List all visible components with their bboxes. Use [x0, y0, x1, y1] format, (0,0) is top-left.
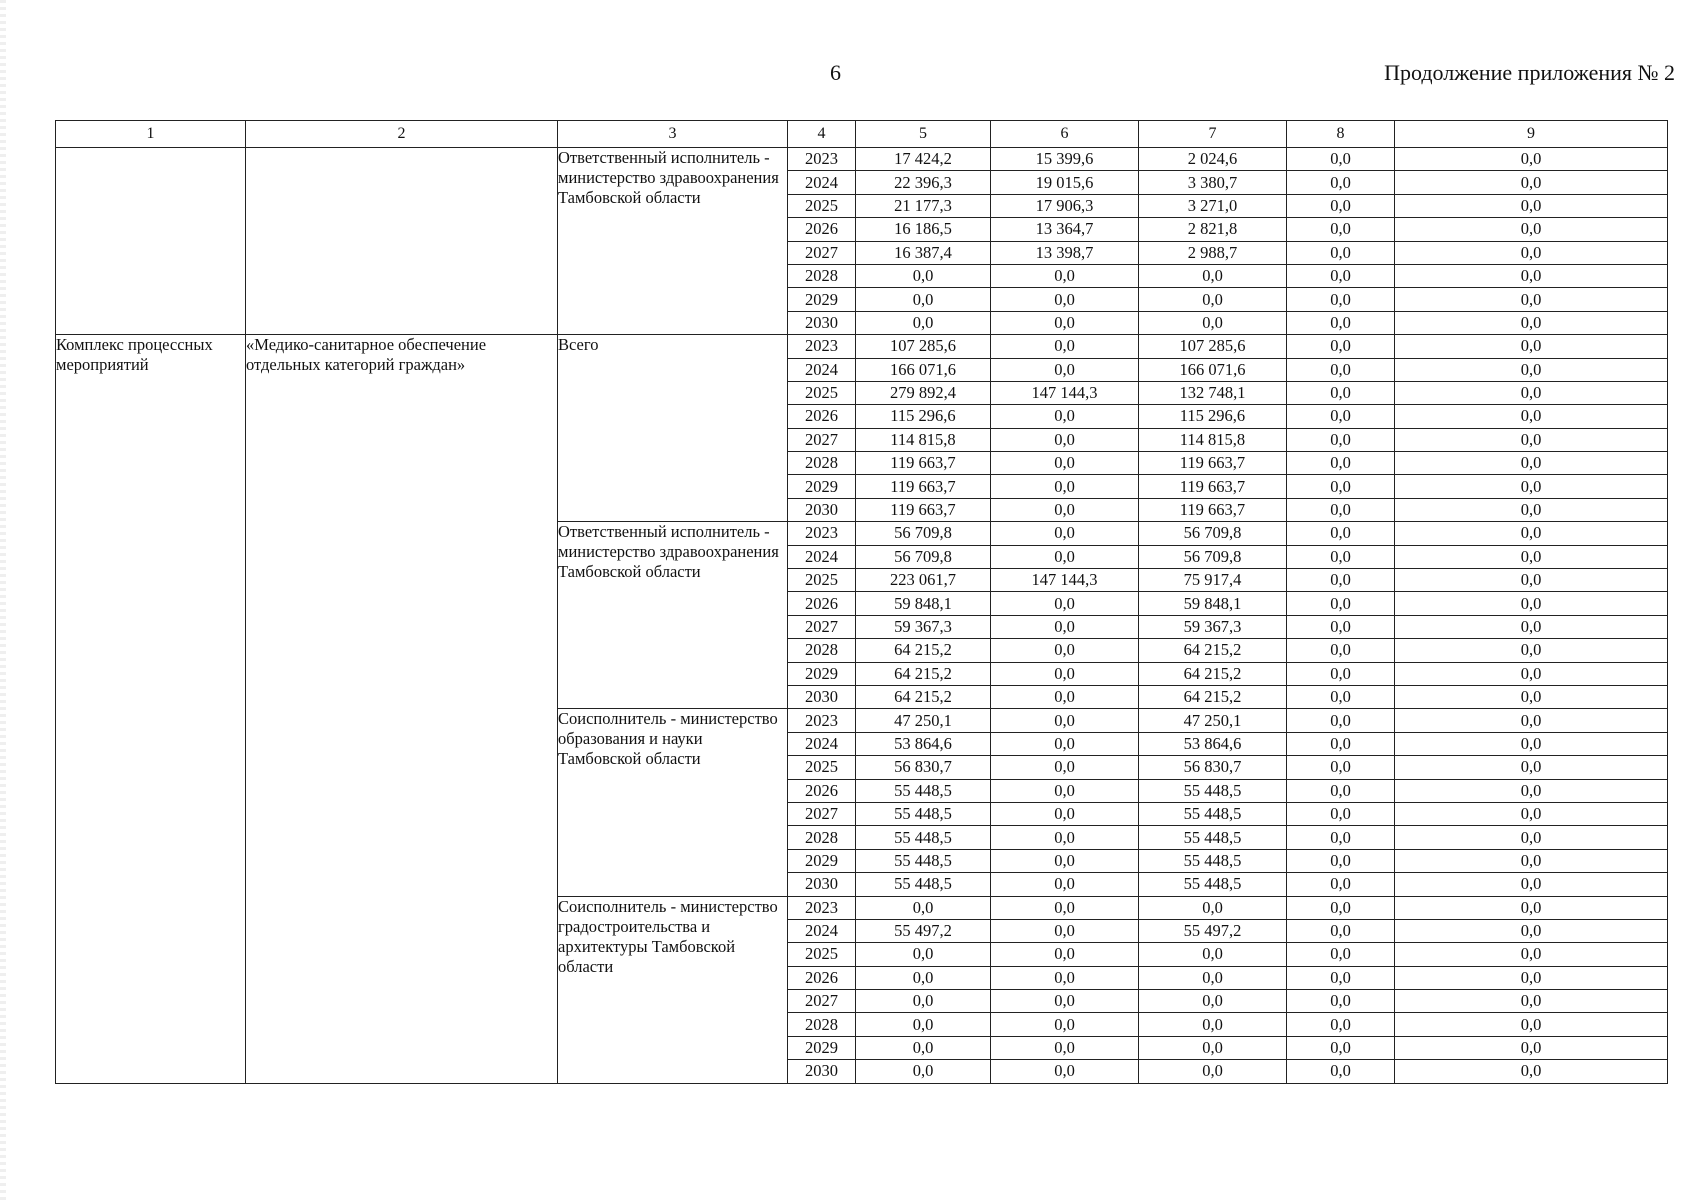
year-cell: 2026	[788, 405, 856, 428]
year-cell: 2029	[788, 849, 856, 872]
year-cell: 2025	[788, 194, 856, 217]
amount-cell: 0,0	[1287, 639, 1395, 662]
amount-cell: 0,0	[991, 990, 1139, 1013]
column-header: 5	[856, 121, 991, 148]
year-cell: 2030	[788, 873, 856, 896]
year-cell: 2027	[788, 615, 856, 638]
event-type-cell	[56, 148, 246, 335]
amount-cell: 0,0	[1287, 1036, 1395, 1059]
amount-cell: 3 380,7	[1139, 171, 1287, 194]
amount-cell: 0,0	[1395, 288, 1668, 311]
year-cell: 2026	[788, 779, 856, 802]
year-cell: 2023	[788, 148, 856, 171]
year-cell: 2024	[788, 919, 856, 942]
amount-cell: 55 448,5	[1139, 779, 1287, 802]
year-cell: 2030	[788, 498, 856, 521]
amount-cell: 0,0	[991, 732, 1139, 755]
amount-cell: 56 709,8	[1139, 545, 1287, 568]
amount-cell: 0,0	[1287, 802, 1395, 825]
amount-cell: 0,0	[991, 405, 1139, 428]
year-cell: 2024	[788, 545, 856, 568]
executor-cell: Ответственный исполнитель - министерство здравоохранения Тамбовской области	[558, 522, 788, 709]
amount-cell: 0,0	[1287, 148, 1395, 171]
amount-cell: 0,0	[991, 358, 1139, 381]
year-cell: 2029	[788, 475, 856, 498]
amount-cell: 0,0	[1287, 779, 1395, 802]
amount-cell: 13 364,7	[991, 218, 1139, 241]
amount-cell: 119 663,7	[1139, 498, 1287, 521]
amount-cell: 0,0	[1395, 381, 1668, 404]
amount-cell: 2 821,8	[1139, 218, 1287, 241]
amount-cell: 0,0	[1287, 873, 1395, 896]
amount-cell: 119 663,7	[856, 475, 991, 498]
column-header: 4	[788, 121, 856, 148]
amount-cell: 55 448,5	[856, 802, 991, 825]
table-row	[56, 148, 1668, 171]
amount-cell: 0,0	[1287, 264, 1395, 287]
year-cell: 2029	[788, 1036, 856, 1059]
amount-cell: 55 448,5	[856, 779, 991, 802]
amount-cell: 0,0	[991, 685, 1139, 708]
amount-cell: 119 663,7	[856, 452, 991, 475]
amount-cell: 0,0	[1395, 896, 1668, 919]
year-cell: 2024	[788, 171, 856, 194]
amount-cell: 147 144,3	[991, 381, 1139, 404]
amount-cell: 147 144,3	[991, 569, 1139, 592]
amount-cell: 0,0	[1287, 358, 1395, 381]
page-number: 6	[830, 60, 841, 85]
amount-cell: 22 396,3	[856, 171, 991, 194]
amount-cell: 55 497,2	[856, 919, 991, 942]
amount-cell: 0,0	[1287, 171, 1395, 194]
amount-cell: 19 015,6	[991, 171, 1139, 194]
amount-cell: 0,0	[856, 288, 991, 311]
amount-cell: 0,0	[1287, 475, 1395, 498]
amount-cell: 0,0	[991, 545, 1139, 568]
amount-cell: 0,0	[991, 1060, 1139, 1083]
amount-cell: 0,0	[1287, 569, 1395, 592]
amount-cell: 0,0	[1287, 943, 1395, 966]
amount-cell: 64 215,2	[856, 685, 991, 708]
amount-cell: 166 071,6	[856, 358, 991, 381]
amount-cell: 0,0	[1395, 990, 1668, 1013]
year-cell: 2028	[788, 264, 856, 287]
amount-cell: 0,0	[856, 943, 991, 966]
amount-cell: 114 815,8	[1139, 428, 1287, 451]
year-cell: 2023	[788, 709, 856, 732]
amount-cell: 0,0	[1395, 943, 1668, 966]
year-cell: 2027	[788, 990, 856, 1013]
amount-cell: 0,0	[991, 896, 1139, 919]
amount-cell: 0,0	[856, 990, 991, 1013]
amount-cell: 0,0	[1395, 1036, 1668, 1059]
amount-cell: 0,0	[856, 311, 991, 334]
year-cell: 2028	[788, 1013, 856, 1036]
amount-cell: 55 448,5	[856, 873, 991, 896]
amount-cell: 59 848,1	[856, 592, 991, 615]
amount-cell: 0,0	[991, 802, 1139, 825]
amount-cell: 56 709,8	[856, 522, 991, 545]
amount-cell: 0,0	[1395, 685, 1668, 708]
amount-cell: 0,0	[1395, 428, 1668, 451]
amount-cell: 0,0	[1287, 826, 1395, 849]
amount-cell: 223 061,7	[856, 569, 991, 592]
year-cell: 2028	[788, 639, 856, 662]
amount-cell: 0,0	[1287, 452, 1395, 475]
column-header: 6	[991, 121, 1139, 148]
amount-cell: 107 285,6	[1139, 335, 1287, 358]
amount-cell: 0,0	[1395, 569, 1668, 592]
amount-cell: 0,0	[991, 452, 1139, 475]
event-type-cell: Комплекс процессных мероприятий	[56, 335, 246, 1084]
year-cell: 2028	[788, 826, 856, 849]
amount-cell: 0,0	[1139, 896, 1287, 919]
amount-cell: 0,0	[1139, 1036, 1287, 1059]
year-cell: 2030	[788, 685, 856, 708]
amount-cell: 0,0	[856, 1013, 991, 1036]
amount-cell: 0,0	[1287, 896, 1395, 919]
amount-cell: 115 296,6	[856, 405, 991, 428]
amount-cell: 0,0	[1395, 873, 1668, 896]
amount-cell: 0,0	[1287, 615, 1395, 638]
amount-cell: 0,0	[1395, 218, 1668, 241]
amount-cell: 0,0	[1287, 592, 1395, 615]
amount-cell: 0,0	[1287, 335, 1395, 358]
year-cell: 2029	[788, 662, 856, 685]
year-cell: 2027	[788, 241, 856, 264]
scan-edge-artifact	[0, 0, 6, 1200]
amount-cell: 15 399,6	[991, 148, 1139, 171]
year-cell: 2028	[788, 452, 856, 475]
amount-cell: 0,0	[856, 966, 991, 989]
amount-cell: 0,0	[991, 498, 1139, 521]
amount-cell: 0,0	[1395, 405, 1668, 428]
column-header: 9	[1395, 121, 1668, 148]
amount-cell: 3 271,0	[1139, 194, 1287, 217]
amount-cell: 0,0	[1287, 756, 1395, 779]
amount-cell: 115 296,6	[1139, 405, 1287, 428]
amount-cell: 0,0	[1395, 358, 1668, 381]
amount-cell: 0,0	[1139, 288, 1287, 311]
amount-cell: 0,0	[991, 756, 1139, 779]
amount-cell: 0,0	[991, 849, 1139, 872]
year-cell: 2026	[788, 218, 856, 241]
amount-cell: 0,0	[1287, 709, 1395, 732]
amount-cell: 0,0	[1139, 990, 1287, 1013]
year-cell: 2029	[788, 288, 856, 311]
amount-cell: 53 864,6	[856, 732, 991, 755]
year-cell: 2026	[788, 592, 856, 615]
amount-cell: 0,0	[1139, 311, 1287, 334]
amount-cell: 47 250,1	[856, 709, 991, 732]
amount-cell: 0,0	[991, 615, 1139, 638]
amount-cell: 0,0	[1395, 615, 1668, 638]
amount-cell: 0,0	[1287, 849, 1395, 872]
year-cell: 2025	[788, 756, 856, 779]
amount-cell: 2 988,7	[1139, 241, 1287, 264]
amount-cell: 59 367,3	[856, 615, 991, 638]
amount-cell: 0,0	[1395, 919, 1668, 942]
amount-cell: 119 663,7	[856, 498, 991, 521]
amount-cell: 0,0	[1395, 779, 1668, 802]
amount-cell: 0,0	[1287, 919, 1395, 942]
column-header: 7	[1139, 121, 1287, 148]
year-cell: 2027	[788, 428, 856, 451]
amount-cell: 59 367,3	[1139, 615, 1287, 638]
amount-cell: 0,0	[1139, 1013, 1287, 1036]
amount-cell: 0,0	[1287, 732, 1395, 755]
amount-cell: 55 497,2	[1139, 919, 1287, 942]
amount-cell: 0,0	[991, 919, 1139, 942]
amount-cell: 0,0	[1287, 662, 1395, 685]
amount-cell: 0,0	[991, 966, 1139, 989]
amount-cell: 17 424,2	[856, 148, 991, 171]
appendix-continuation-title: Продолжение приложения № 2	[1384, 60, 1675, 85]
amount-cell: 55 448,5	[856, 826, 991, 849]
amount-cell: 55 448,5	[1139, 826, 1287, 849]
amount-cell: 16 186,5	[856, 218, 991, 241]
amount-cell: 0,0	[1287, 428, 1395, 451]
amount-cell: 0,0	[1287, 1013, 1395, 1036]
amount-cell: 55 448,5	[856, 849, 991, 872]
amount-cell: 0,0	[1287, 990, 1395, 1013]
amount-cell: 0,0	[1395, 592, 1668, 615]
amount-cell: 0,0	[991, 662, 1139, 685]
amount-cell: 0,0	[1287, 311, 1395, 334]
amount-cell: 0,0	[991, 592, 1139, 615]
amount-cell: 0,0	[991, 779, 1139, 802]
amount-cell: 0,0	[1395, 1013, 1668, 1036]
funding-table	[55, 120, 1668, 1084]
amount-cell: 64 215,2	[856, 662, 991, 685]
amount-cell: 0,0	[1395, 148, 1668, 171]
amount-cell: 0,0	[1395, 522, 1668, 545]
amount-cell: 2 024,6	[1139, 148, 1287, 171]
amount-cell: 13 398,7	[991, 241, 1139, 264]
amount-cell: 47 250,1	[1139, 709, 1287, 732]
amount-cell: 114 815,8	[856, 428, 991, 451]
event-name-cell: «Медико-санитарное обеспечение отдельных категорий граждан»	[246, 335, 558, 1084]
column-header: 2	[246, 121, 558, 148]
amount-cell: 0,0	[1395, 849, 1668, 872]
amount-cell: 56 830,7	[1139, 756, 1287, 779]
year-cell: 2025	[788, 381, 856, 404]
amount-cell: 0,0	[991, 826, 1139, 849]
amount-cell: 0,0	[1287, 498, 1395, 521]
year-cell: 2025	[788, 569, 856, 592]
amount-cell: 0,0	[1287, 381, 1395, 404]
year-cell: 2024	[788, 358, 856, 381]
amount-cell: 0,0	[1395, 545, 1668, 568]
executor-cell: Соисполнитель - министерство образования и науки Тамбовской области	[558, 709, 788, 896]
amount-cell: 0,0	[1395, 639, 1668, 662]
amount-cell: 21 177,3	[856, 194, 991, 217]
year-cell: 2030	[788, 1060, 856, 1083]
year-cell: 2025	[788, 943, 856, 966]
amount-cell: 0,0	[991, 264, 1139, 287]
amount-cell: 64 215,2	[1139, 685, 1287, 708]
amount-cell: 55 448,5	[1139, 849, 1287, 872]
amount-cell: 279 892,4	[856, 381, 991, 404]
amount-cell: 0,0	[1395, 171, 1668, 194]
amount-cell: 0,0	[1395, 264, 1668, 287]
amount-cell: 0,0	[1287, 241, 1395, 264]
amount-cell: 53 864,6	[1139, 732, 1287, 755]
amount-cell: 0,0	[991, 335, 1139, 358]
column-header: 3	[558, 121, 788, 148]
amount-cell: 0,0	[991, 873, 1139, 896]
amount-cell: 0,0	[1395, 335, 1668, 358]
table-header-row	[56, 121, 1668, 148]
executor-cell: Соисполнитель - министерство градостроительства и архитектуры Тамбовской области	[558, 896, 788, 1083]
amount-cell: 0,0	[991, 288, 1139, 311]
amount-cell: 56 830,7	[856, 756, 991, 779]
amount-cell: 0,0	[1395, 475, 1668, 498]
amount-cell: 0,0	[991, 709, 1139, 732]
event-name-cell	[246, 148, 558, 335]
amount-cell: 0,0	[1395, 662, 1668, 685]
executor-cell: Всего	[558, 335, 788, 522]
amount-cell: 0,0	[1395, 732, 1668, 755]
amount-cell: 0,0	[1395, 966, 1668, 989]
year-cell: 2023	[788, 522, 856, 545]
year-cell: 2024	[788, 732, 856, 755]
amount-cell: 0,0	[1139, 1060, 1287, 1083]
amount-cell: 59 848,1	[1139, 592, 1287, 615]
amount-cell: 0,0	[991, 639, 1139, 662]
amount-cell: 64 215,2	[1139, 639, 1287, 662]
amount-cell: 0,0	[1287, 522, 1395, 545]
amount-cell: 0,0	[856, 264, 991, 287]
amount-cell: 0,0	[1395, 241, 1668, 264]
amount-cell: 0,0	[856, 1036, 991, 1059]
amount-cell: 56 709,8	[1139, 522, 1287, 545]
amount-cell: 17 906,3	[991, 194, 1139, 217]
amount-cell: 0,0	[1139, 264, 1287, 287]
amount-cell: 0,0	[1139, 966, 1287, 989]
amount-cell: 107 285,6	[856, 335, 991, 358]
amount-cell: 0,0	[1395, 709, 1668, 732]
column-header: 8	[1287, 121, 1395, 148]
amount-cell: 0,0	[1287, 405, 1395, 428]
amount-cell: 0,0	[1139, 943, 1287, 966]
amount-cell: 55 448,5	[1139, 873, 1287, 896]
amount-cell: 0,0	[856, 896, 991, 919]
amount-cell: 0,0	[991, 428, 1139, 451]
amount-cell: 0,0	[1395, 756, 1668, 779]
amount-cell: 0,0	[1287, 194, 1395, 217]
year-cell: 2023	[788, 896, 856, 919]
table-body	[56, 148, 1668, 1084]
amount-cell: 0,0	[1287, 218, 1395, 241]
amount-cell: 119 663,7	[1139, 452, 1287, 475]
year-cell: 2027	[788, 802, 856, 825]
amount-cell: 0,0	[991, 475, 1139, 498]
amount-cell: 16 387,4	[856, 241, 991, 264]
amount-cell: 0,0	[1395, 802, 1668, 825]
amount-cell: 55 448,5	[1139, 802, 1287, 825]
amount-cell: 0,0	[1395, 452, 1668, 475]
amount-cell: 166 071,6	[1139, 358, 1287, 381]
year-cell: 2026	[788, 966, 856, 989]
amount-cell: 0,0	[1287, 1060, 1395, 1083]
column-header: 1	[56, 121, 246, 148]
amount-cell: 0,0	[991, 522, 1139, 545]
table-row	[56, 335, 1668, 358]
amount-cell: 0,0	[991, 311, 1139, 334]
amount-cell: 0,0	[1395, 311, 1668, 334]
amount-cell: 0,0	[1395, 498, 1668, 521]
amount-cell: 0,0	[991, 943, 1139, 966]
amount-cell: 0,0	[1287, 685, 1395, 708]
amount-cell: 0,0	[1395, 194, 1668, 217]
amount-cell: 132 748,1	[1139, 381, 1287, 404]
amount-cell: 64 215,2	[856, 639, 991, 662]
year-cell: 2023	[788, 335, 856, 358]
amount-cell: 0,0	[991, 1013, 1139, 1036]
executor-cell: Ответственный исполнитель - министерство здравоохранения Тамбовской области	[558, 148, 788, 335]
amount-cell: 0,0	[1287, 545, 1395, 568]
amount-cell: 56 709,8	[856, 545, 991, 568]
amount-cell: 0,0	[856, 1060, 991, 1083]
amount-cell: 64 215,2	[1139, 662, 1287, 685]
amount-cell: 0,0	[1287, 288, 1395, 311]
amount-cell: 0,0	[991, 1036, 1139, 1059]
amount-cell: 0,0	[1395, 1060, 1668, 1083]
amount-cell: 119 663,7	[1139, 475, 1287, 498]
amount-cell: 0,0	[1287, 966, 1395, 989]
year-cell: 2030	[788, 311, 856, 334]
amount-cell: 0,0	[1395, 826, 1668, 849]
amount-cell: 75 917,4	[1139, 569, 1287, 592]
